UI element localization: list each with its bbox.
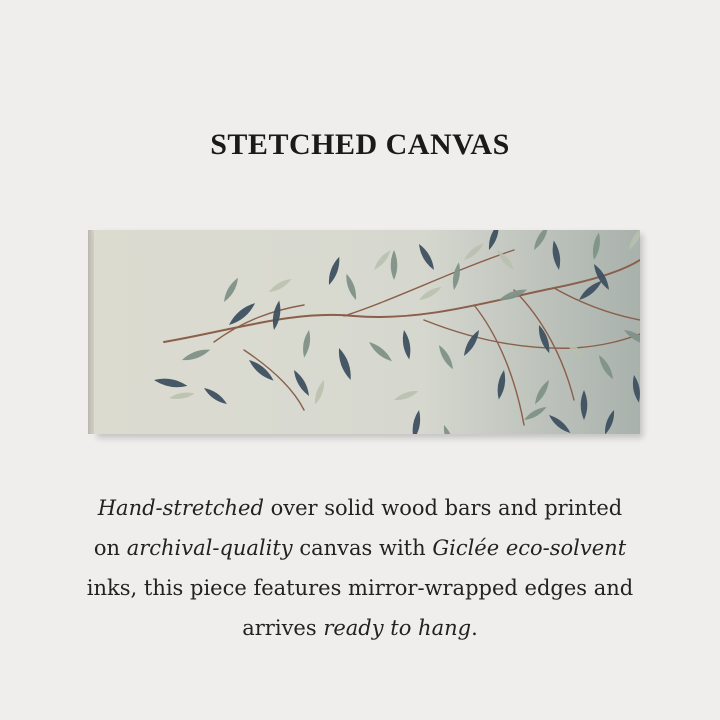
page-title: STETCHED CANVAS bbox=[210, 128, 510, 161]
canvas-artwork bbox=[94, 230, 640, 434]
description-line-2-mid: canvas with bbox=[292, 536, 433, 560]
stretched-canvas-product bbox=[88, 230, 640, 434]
description-line-4 bbox=[40, 608, 680, 648]
ready-to-hang-em: ready to hang bbox=[323, 616, 472, 640]
description-line-2 bbox=[40, 528, 680, 568]
hand-stretched-em: Hand-stretched bbox=[97, 496, 264, 520]
description-line-4-post: . bbox=[471, 616, 478, 640]
description-line-4-pre: arrives bbox=[242, 616, 324, 640]
product-description bbox=[40, 488, 680, 648]
description-line-1-rest: over solid wood bars and printed bbox=[263, 496, 623, 520]
description-line-1 bbox=[40, 488, 680, 528]
olive-branch-painting bbox=[94, 230, 640, 434]
description-line-2-pre: on bbox=[93, 536, 127, 560]
description-line-3: inks, this piece features mirror-wrapped edges and bbox=[86, 576, 634, 600]
giclee-em: Giclée eco-solvent bbox=[432, 536, 627, 560]
archival-quality-em: archival-quality bbox=[126, 536, 293, 560]
